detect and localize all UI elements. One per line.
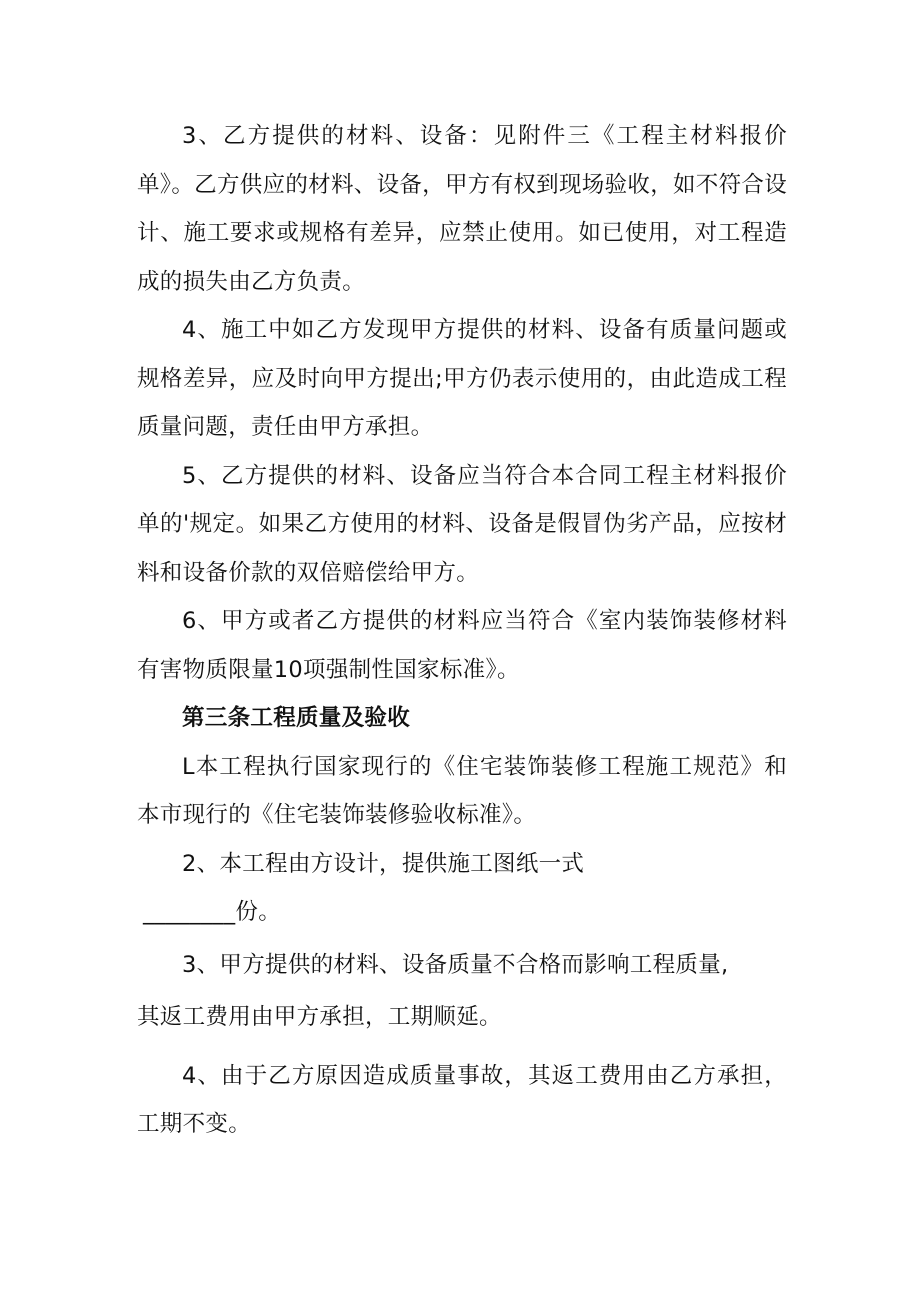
- paragraph-construction-standards: L本工程执行国家现行的《住宅装饰装修工程施工规范》和本市现行的《住宅装饰装修验收标准》。: [137, 753, 787, 828]
- paragraph-design-drawings: 2、本工程由方设计，提供施工图纸一式: [182, 850, 585, 877]
- paragraph-party-a-defective-materials-line2: 其返工费用由甲方承担，工期顺延。: [137, 1004, 502, 1030]
- document-body: [137, 112, 787, 1149]
- section-heading-quality-acceptance: 第三条工程质量及验收: [182, 705, 411, 731]
- paragraph-materials-supplied-by-party-b: 3、乙方提供的材料、设备：见附件三《工程主材料报价单》。乙方供应的材料、设备，甲方有权到现场验收，如不符合设计、施工要求或规格有差异，应禁止使用。如已使用，对工程造成的损失由乙方负责。: [137, 123, 787, 295]
- paragraph-party-b-materials-compliance: 5、乙方提供的材料、设备应当符合本合同工程主材料报价单的'规定。如果乙方使用的材料、设备是假冒伪劣产品，应按材料和设备价款的双倍赔偿给甲方。: [137, 462, 787, 586]
- paragraph-party-a-defective-materials-line1: 3、甲方提供的材料、设备质量不合格而影响工程质量,: [182, 951, 729, 978]
- paragraph-drawing-copies-blank: ________份。: [143, 899, 281, 925]
- paragraph-quality-issues-party-a-materials: 4、施工中如乙方发现甲方提供的材料、设备有质量问题或规格差异，应及时向甲方提出;甲方仍表示使用的，由此造成工程质量问题，责任由甲方承担。: [137, 317, 787, 440]
- paragraph-party-b-quality-accident: 4、由于乙方原因造成质量事故，其返工费用由乙方承担，工期不变。: [137, 1062, 787, 1137]
- paragraph-hazardous-substance-standard: 6、甲方或者乙方提供的材料应当符合《室内装饰装修材料有害物质限量10项强制性国家标准》。: [137, 608, 787, 683]
